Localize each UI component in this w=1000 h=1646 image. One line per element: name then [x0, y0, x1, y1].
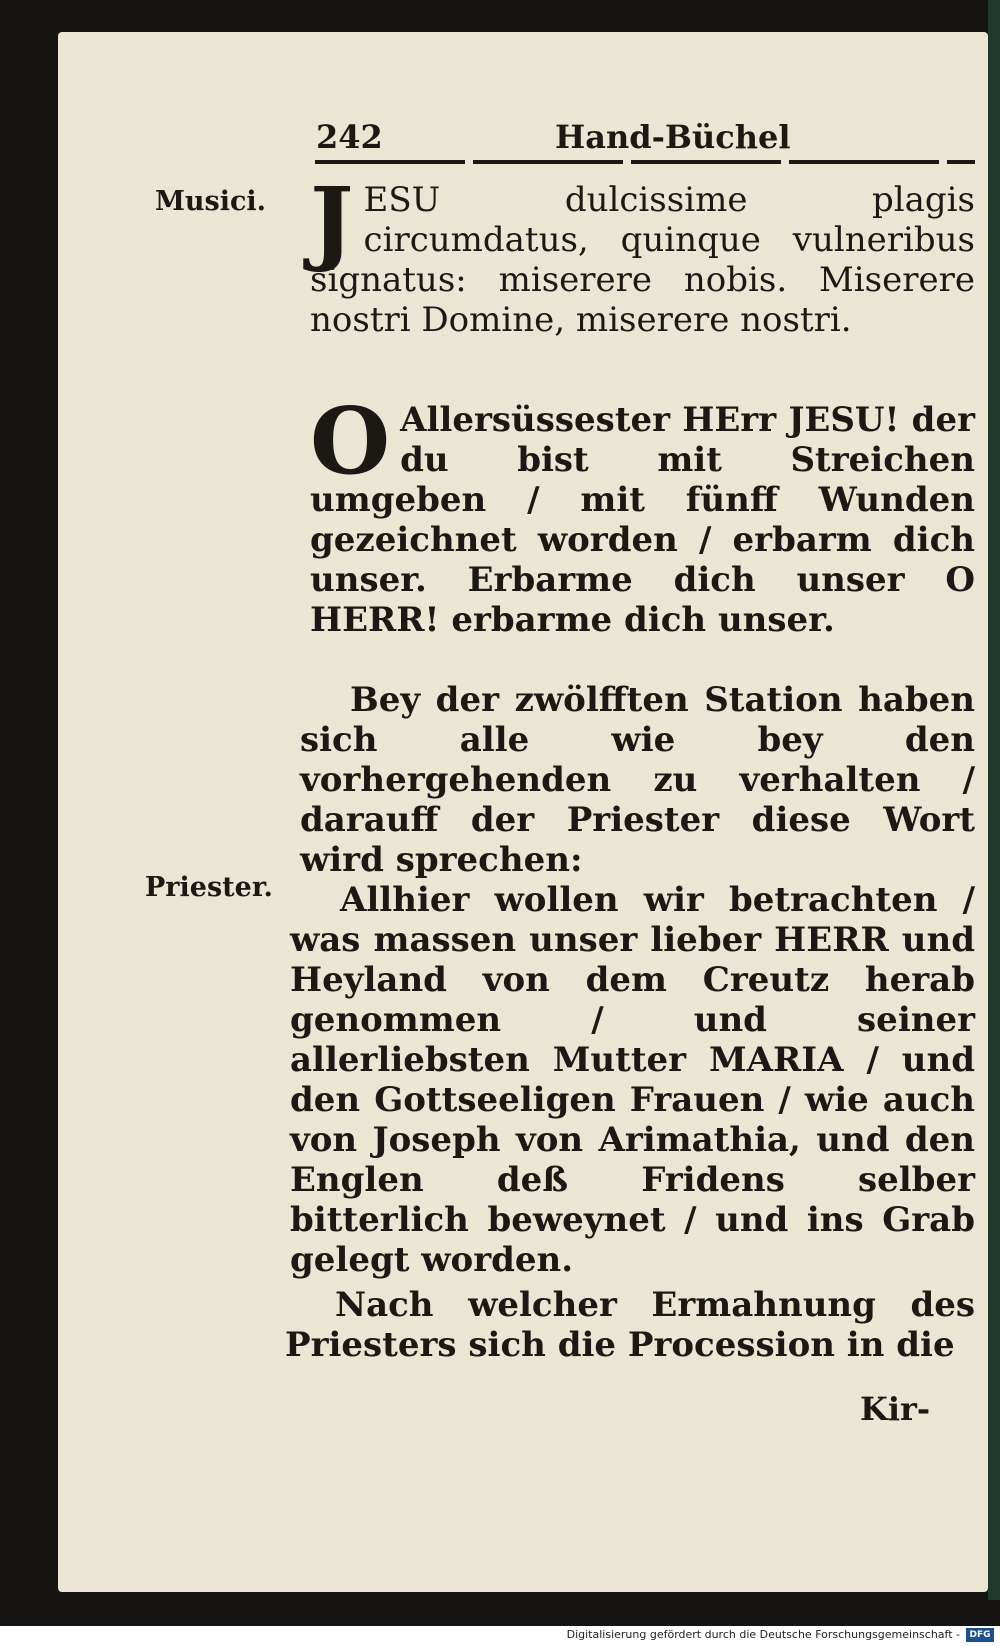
- priest-meditation: Allhier wollen wir betrachten / was massen unser lieber HERR und Heyland von dem Creutz herab genommen / und seiner allerliebsten Mutter MARIA / und den Gottseeligen Frauen / wie auch von Joseph von Arimathia, und den Englen deß Fridens selber bitterlich beweynet / und ins Grab gelegt worden.: [290, 880, 975, 1280]
- dfg-logo-icon: DFG: [966, 1628, 994, 1642]
- latin-dropcap: J: [310, 167, 354, 275]
- catchword: Kir-: [860, 1390, 931, 1428]
- german-prayer: [310, 387, 975, 640]
- german-dropcap: O: [310, 387, 391, 495]
- header-rule: [315, 160, 975, 164]
- margin-note-priester: Priester.: [145, 872, 273, 903]
- german-prayer-text: Allersüssester HErr JESU! der du bist mit Streichen umgeben / mit fünff Wunden gezeichnet worden / erbarm dich unser. Erbarme dich unser O HERR! erbarme dich unser.: [310, 400, 975, 640]
- margin-note-musici: Musici.: [155, 186, 267, 217]
- rubric-procession: Nach welcher Ermahnung des Priesters sich die Procession in die: [285, 1285, 975, 1365]
- book-edge: [988, 0, 1000, 1600]
- latin-prayer: [310, 167, 975, 340]
- page-number: 242: [316, 118, 383, 156]
- running-head: Hand-Büchel: [555, 118, 791, 156]
- footer-credit: Digitalisierung gefördert durch die Deutsche Forschungsgemeinschaft -: [566, 1628, 960, 1641]
- rubric-twelfth-station: Bey der zwölfften Station haben sich alle wie bey den vorhergehenden zu verhalten / darauff der Priester diese Wort wird sprechen:: [300, 680, 975, 880]
- digitization-footer: [0, 1626, 1000, 1646]
- latin-prayer-text: ESU dulcissime plagis circumdatus, quinque vulneribus signatus: miserere nobis. Miserere nostri Domine, miserere nostri.: [310, 180, 975, 340]
